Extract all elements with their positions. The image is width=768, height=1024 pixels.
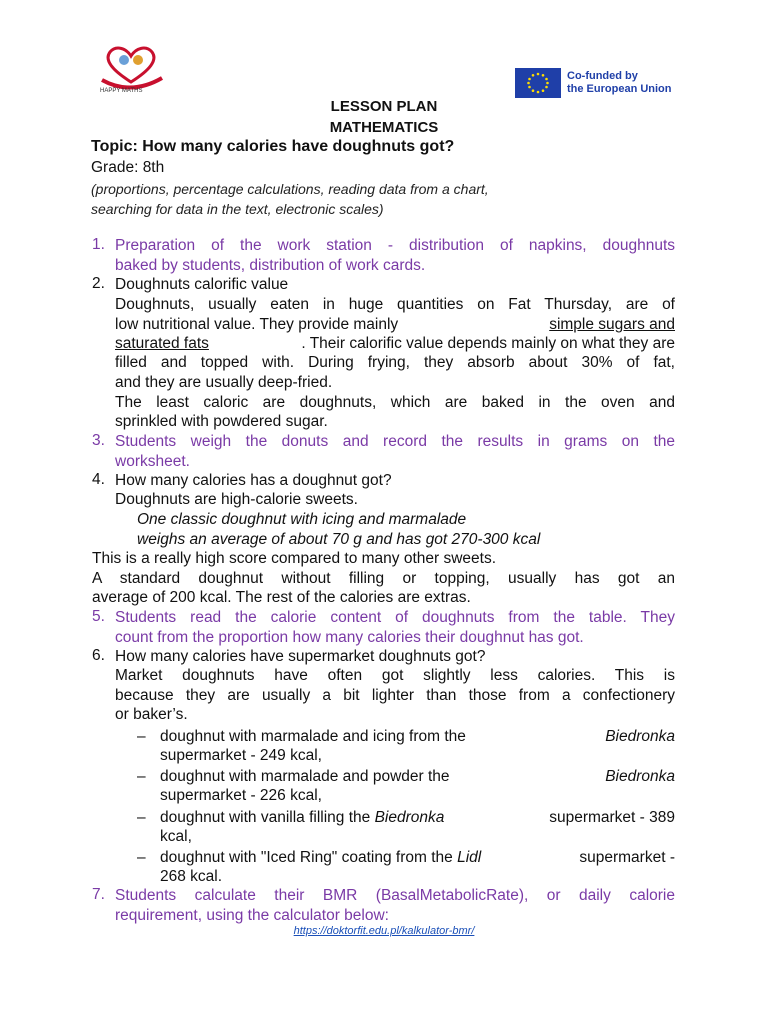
item-2-paragraph: Doughnuts, usually eaten in huge quantities on Fat Thursday, are of bbox=[115, 296, 675, 313]
bullet-item: doughnut with marmalade and powder the Biedronka bbox=[160, 768, 675, 785]
item-number: 7. bbox=[92, 886, 105, 903]
item-4-paragraph: Doughnuts are high-calorie sweets. bbox=[115, 491, 358, 508]
item-1-line: baked by students, distribution of work cards. bbox=[115, 257, 426, 274]
bullet-item: doughnut with "Iced Ring" coating from the Lidl supermarket - bbox=[160, 849, 675, 866]
item-4-paragraph: average of 200 kcal. The rest of the calories are extras. bbox=[92, 589, 471, 606]
subtitle-line: (proportions, percentage calculations, reading data from a chart, bbox=[91, 181, 489, 197]
item-4-paragraph: A standard doughnut without filling or topping, usually has got an bbox=[92, 570, 675, 587]
item-3-line: Students weigh the donuts and record the results in grams on the bbox=[115, 433, 675, 450]
item-6-paragraph: Market doughnuts have often got slightly less calories. This is bbox=[115, 667, 675, 684]
item-number: 6. bbox=[92, 647, 105, 664]
item-2-paragraph: filled and topped with. During frying, they absorb about 30% of fat, bbox=[115, 354, 675, 371]
bullet-item: 268 kcal. bbox=[160, 868, 223, 885]
bullet-item: doughnut with marmalade and icing from the Biedronka bbox=[160, 728, 675, 745]
item-6-paragraph: or baker’s. bbox=[115, 706, 188, 723]
item-6-title: How many calories have supermarket doughnuts got? bbox=[115, 648, 486, 665]
bullet-dash: – bbox=[137, 849, 146, 866]
happy-maths-logo bbox=[92, 42, 170, 94]
bullet-dash: – bbox=[137, 728, 146, 745]
bullet-dash: – bbox=[137, 768, 146, 785]
item-2-paragraph: and they are usually deep-fried. bbox=[115, 374, 333, 391]
item-number: 3. bbox=[92, 432, 105, 449]
subject-title: MATHEMATICS bbox=[329, 119, 439, 136]
item-2-paragraph: The least caloric are doughnuts, which are baked in the oven and bbox=[115, 394, 675, 411]
item-2-paragraph: sprinkled with powdered sugar. bbox=[115, 413, 328, 430]
item-number: 1. bbox=[92, 236, 105, 253]
item-2-paragraph: low nutritional value. They provide mainly simple sugars and bbox=[115, 316, 675, 333]
eu-cofunded-logo bbox=[515, 68, 672, 98]
item-4-highlight: weighs an average of about 70 g and has got 270-300 kcal bbox=[137, 531, 541, 548]
svg-text:HAPPY MATHS: HAPPY MATHS bbox=[100, 88, 143, 94]
item-number: 5. bbox=[92, 608, 105, 625]
item-1-line: Preparation of the work station - distribution of napkins, doughnuts bbox=[115, 237, 675, 254]
item-2-title: Doughnuts calorific value bbox=[115, 276, 289, 293]
item-3-line: worksheet. bbox=[115, 453, 190, 470]
topic-heading: Topic: How many calories have doughnuts got? bbox=[91, 138, 455, 155]
item-5-line: count from the proportion how many calories their doughnut has got. bbox=[115, 629, 584, 646]
bullet-dash: – bbox=[137, 809, 146, 826]
item-4-highlight: One classic doughnut with icing and marmalade bbox=[137, 511, 467, 528]
item-2-paragraph: saturated fats . Their calorific value depends mainly on what they are bbox=[115, 335, 675, 352]
item-6-paragraph: because they are usually a bit lighter than those from a confectionery bbox=[115, 687, 675, 704]
item-4-paragraph: This is a really high score compared to many other sweets. bbox=[92, 550, 497, 567]
item-number: 4. bbox=[92, 471, 105, 488]
eu-flag-icon bbox=[515, 68, 561, 98]
item-7-line: requirement, using the calculator below: bbox=[115, 907, 389, 924]
grade-label: Grade: 8th bbox=[91, 159, 165, 176]
item-7-line: Students calculate their BMR (BasalMetabolicRate), or daily calorie bbox=[115, 887, 675, 904]
lesson-plan-title: LESSON PLAN bbox=[330, 98, 438, 115]
bmr-calculator-link[interactable]: https://doktorfit.edu.pl/kalkulator-bmr/ bbox=[293, 925, 475, 937]
bullet-item: kcal, bbox=[160, 828, 192, 845]
item-4-title: How many calories has a doughnut got? bbox=[115, 472, 392, 489]
eu-caption: Co-funded by the European Union bbox=[567, 70, 672, 95]
bullet-item: supermarket - 249 kcal, bbox=[160, 747, 322, 764]
subtitle-line: searching for data in the text, electronic scales) bbox=[91, 201, 384, 217]
bullet-item: doughnut with vanilla filling the Biedronka supermarket - 389 bbox=[160, 809, 675, 826]
item-5-line: Students read the calorie content of doughnuts from the table. They bbox=[115, 609, 675, 626]
bullet-item: supermarket - 226 kcal, bbox=[160, 787, 322, 804]
item-number: 2. bbox=[92, 275, 105, 292]
